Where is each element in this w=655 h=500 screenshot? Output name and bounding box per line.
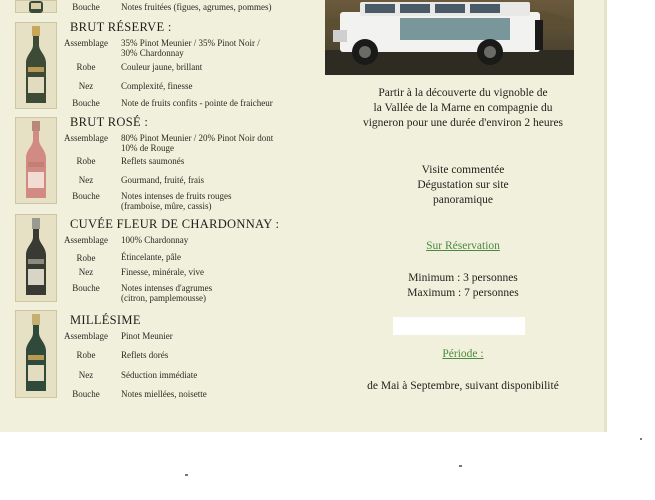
reservation-heading xyxy=(318,239,608,254)
row-value: Reflets saumonés xyxy=(121,156,185,166)
row-label: Robe xyxy=(76,62,96,72)
redacted-contact xyxy=(393,317,525,335)
vineyard-4x4-photo xyxy=(325,0,574,75)
bottle-image xyxy=(15,214,57,302)
row-label: Bouche xyxy=(72,98,100,108)
scan-speck xyxy=(459,465,462,467)
tour-description: Partir à la découverte du vignoble de la Vallée de la Marne en compagnie du vigneron pour une durée d'environ 2 heures xyxy=(362,87,564,129)
row-value: Finesse, minérale, vive xyxy=(121,267,204,277)
scan-speck xyxy=(640,438,642,440)
row-label: Assemblage xyxy=(64,331,108,341)
wine-title: CUVÉE FLEUR DE CHARDONNAY : xyxy=(70,217,280,231)
period-text: de Mai à Septembre, suivant disponibilité xyxy=(367,380,559,392)
row-label: Assemblage xyxy=(64,133,108,143)
row-value: Gourmand, fruité, frais xyxy=(121,175,204,185)
row-value: Notes miellées, noisette xyxy=(121,389,207,399)
row-value: 80% Pinot Meunier / 20% Pinot Noir dont 10% de Rouge xyxy=(121,133,274,153)
row-value: 35% Pinot Meunier / 35% Pinot Noir / 30% Chardonnay xyxy=(121,38,260,58)
wine-title: BRUT ROSÉ : xyxy=(70,115,149,129)
row-label: Nez xyxy=(78,175,94,185)
bottle-image xyxy=(15,310,57,398)
row-label: Bouche xyxy=(72,283,100,293)
row-label: Nez xyxy=(78,370,94,380)
tour-includes: Visite commentée Dégustation sur site panoramique xyxy=(417,164,509,206)
row-label: Bouche xyxy=(72,389,100,399)
reservation-link: Sur Réservation xyxy=(426,240,500,252)
row-label: Robe xyxy=(76,350,96,360)
row-label: Nez xyxy=(78,81,94,91)
row-value: Séduction immédiate xyxy=(121,370,198,380)
row-label: Robe xyxy=(76,253,96,263)
row-value: Note de fruits confits - pointe de fraicheur xyxy=(121,98,273,108)
period-heading xyxy=(318,347,608,362)
period-link: Période : xyxy=(442,348,484,360)
row-label: Assemblage xyxy=(64,235,108,245)
row-value: Notes intenses d'agrumes (citron, pamplemousse) xyxy=(121,283,213,303)
row-value: Couleur jaune, brillant xyxy=(121,62,203,72)
wine-title: BRUT RÉSERVE : xyxy=(70,20,172,34)
group-size: Minimum : 3 personnes Maximum : 7 personnes xyxy=(407,272,519,299)
row-label: Bouche xyxy=(72,2,100,12)
row-value: Notes intenses de fruits rouges (framboise, mûre, cassis) xyxy=(121,191,232,211)
row-value: Pinot Meunier xyxy=(121,331,173,341)
scan-speck xyxy=(185,474,188,476)
bottle-image xyxy=(15,22,57,109)
row-value: Complexité, finesse xyxy=(121,81,193,91)
row-label: Nez xyxy=(78,267,94,277)
row-value: Étincelante, pâle xyxy=(121,252,181,262)
row-value: 100% Chardonnay xyxy=(121,235,189,245)
row-value: Reflets dorés xyxy=(121,350,169,360)
row-label: Robe xyxy=(76,156,96,166)
bottle-image xyxy=(15,0,57,13)
row-label: Bouche xyxy=(72,191,100,201)
row-value: Notes fruitées (figues, agrumes, pommes) xyxy=(121,2,272,12)
wine-entry-partial xyxy=(0,0,318,16)
bottle-image xyxy=(15,117,57,204)
row-label: Assemblage xyxy=(64,38,108,48)
wine-title: MILLÉSIME xyxy=(70,313,141,327)
